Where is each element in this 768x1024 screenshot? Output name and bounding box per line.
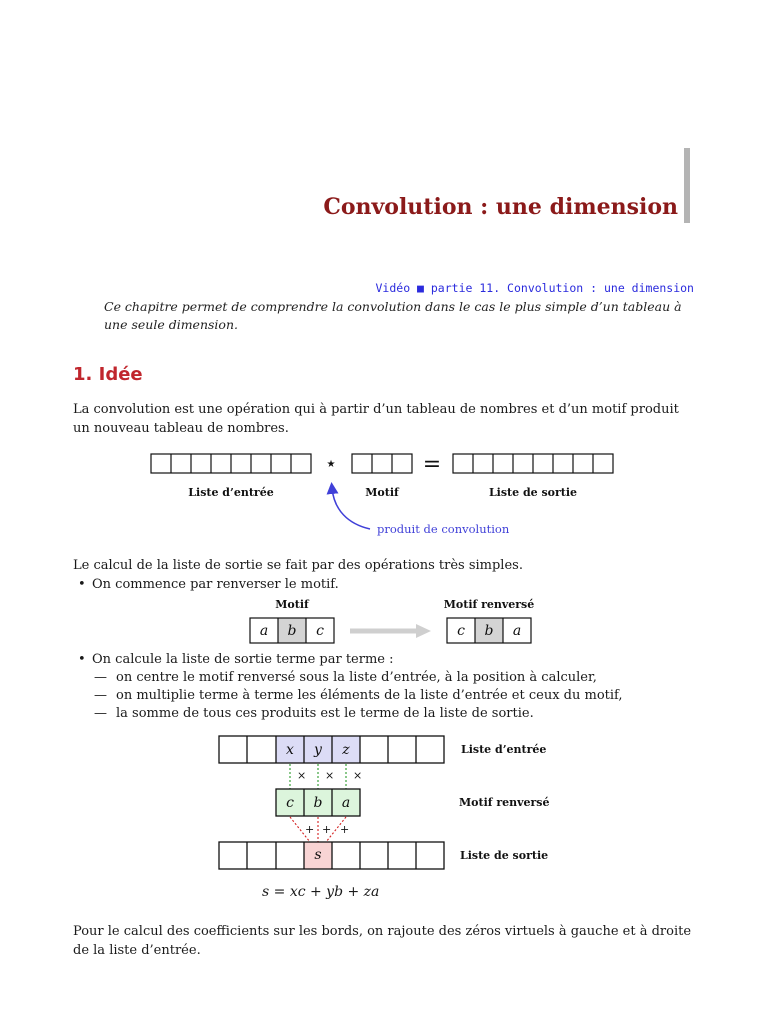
reversed-cell-b: b (484, 623, 494, 639)
input-cell-x: x (286, 742, 294, 758)
dash-marker: — (94, 670, 107, 685)
reversed-cell-c: c (457, 623, 465, 639)
convolution-annotation: produit de convolution (377, 522, 510, 536)
bullet-compute (78, 650, 394, 669)
video-link[interactable]: Vidéo ■ partie 11. Convolution : une dimension (375, 281, 694, 295)
title-side-bar (684, 148, 690, 223)
equals-sign: = (422, 452, 442, 477)
motif-cell-c: c (286, 795, 294, 811)
dash-marker: — (94, 688, 107, 703)
output-list-label: Liste de sortie (460, 849, 549, 862)
motif-cell-c: c (316, 623, 324, 639)
bullet-dot: • (78, 577, 86, 592)
motif-boxes (352, 454, 412, 473)
reversed-cell-a: a (512, 623, 522, 639)
input-cell-y: y (314, 742, 322, 758)
motif-cell-b: b (313, 795, 323, 811)
motif-cell-a: a (259, 623, 269, 639)
bullet-reverse (78, 575, 339, 594)
reversed-motif-label: Motif renversé (443, 598, 535, 611)
output-cell-s: s (314, 847, 322, 863)
convolution-star: ⋆ (324, 451, 338, 475)
plus-sign: + (340, 823, 350, 836)
reversed-motif-label: Motif renversé (459, 796, 550, 809)
input-list-label: Liste d’entrée (188, 486, 274, 499)
motif-label: Motif (275, 598, 309, 611)
motif-cell-b: b (287, 623, 297, 639)
output-list-label: Liste de sortie (488, 486, 578, 499)
bullet-dot: • (78, 652, 86, 667)
subitem-text: on centre le motif renversé sous la liste d’entrée, à la position à calculer, (116, 670, 597, 685)
subitem-text: on multiplie terme à terme les éléments de la liste d’entrée et ceux du motif, (116, 688, 623, 703)
subitem (94, 686, 623, 705)
plus-sign: + (322, 823, 332, 836)
motif-reversal-diagram (0, 594, 768, 646)
dash-marker: — (94, 706, 107, 721)
plus-sign: + (305, 823, 315, 836)
bullet-text: On commence par renverser le motif. (92, 577, 339, 592)
chapter-abstract: Ce chapitre permet de comprendre la convolution dans le cas le plus simple d’un tableau à une seule dimension. (104, 299, 682, 332)
section-heading: 1. Idée (73, 364, 143, 385)
subitem (94, 668, 597, 687)
motif-label: Motif (365, 486, 399, 499)
convolution-formula: s = xc + yb + za (262, 884, 380, 900)
convolution-overview-diagram (0, 440, 768, 545)
output-list-boxes (453, 454, 613, 473)
convolution-step-diagram (0, 730, 768, 872)
border-paragraph: Pour le calcul des coefficients sur les bords, on rajoute des zéros virtuels à gauche et à droite de la liste d’entrée. (73, 924, 692, 958)
input-cell-z: z (342, 742, 350, 758)
page-title: Convolution : une dimension (323, 194, 678, 220)
motif-cell-a: a (341, 795, 351, 811)
intro-paragraph: La convolution est une opération qui à partir d’un tableau de nombres et d’un motif produit un nouveau tableau de nombres. (73, 402, 679, 436)
bullet-text: On calcule la liste de sortie terme par terme : (92, 652, 394, 667)
input-list-boxes (151, 454, 311, 473)
subitem (94, 704, 534, 723)
input-list-label: Liste d’entrée (461, 743, 547, 756)
subitem-text: la somme de tous ces produits est le terme de la liste de sortie. (116, 706, 534, 721)
calc-intro: Le calcul de la liste de sortie se fait par des opérations très simples. (73, 558, 523, 573)
reversal-arrow-head (416, 624, 431, 638)
times-sign: × (325, 769, 335, 782)
times-sign: × (353, 769, 363, 782)
times-sign: × (297, 769, 307, 782)
